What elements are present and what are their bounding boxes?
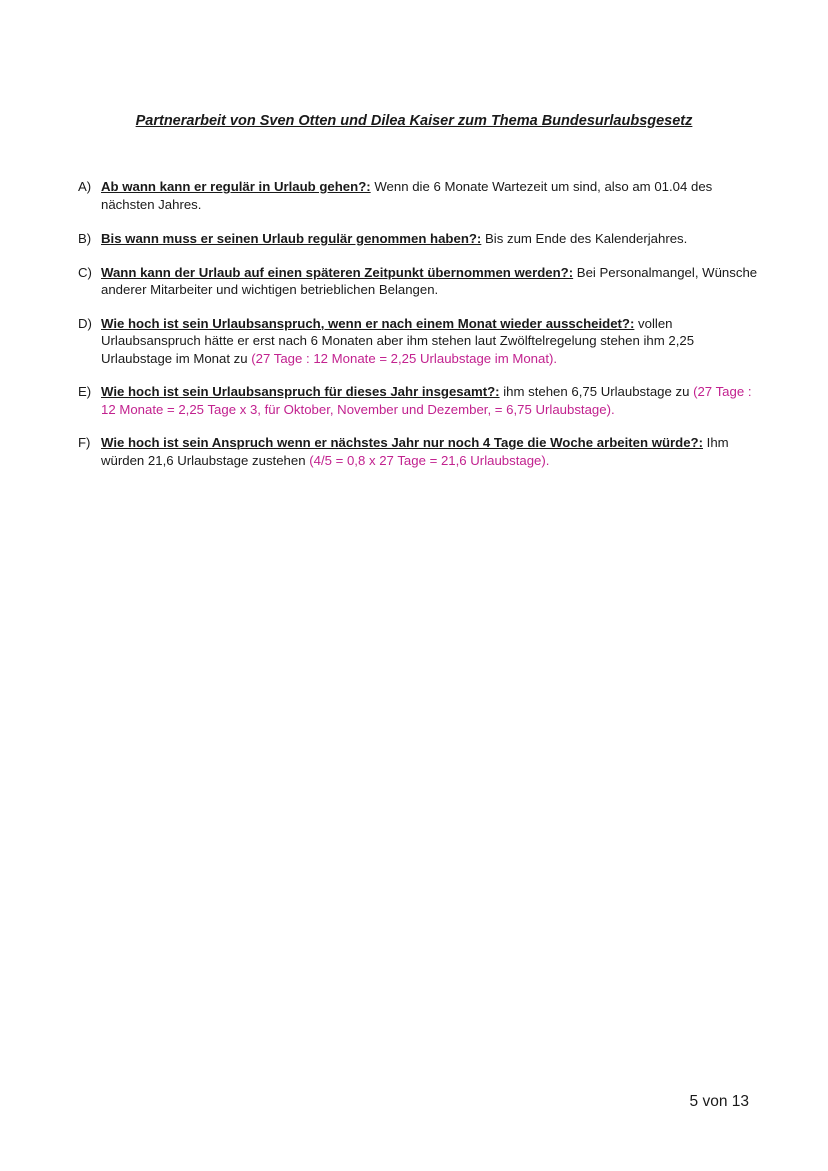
item-letter: E) bbox=[78, 384, 92, 399]
answer-text: vollen Urlaubsanspruch hätte er erst nach 6 Monaten aber ihm stehen laut Zwölftelregelung stehen ihm 2,25 Urlaubstage im Monat zu bbox=[101, 315, 695, 366]
list-item bbox=[78, 383, 758, 418]
page-number: 5 von 13 bbox=[689, 1093, 749, 1110]
item-letter: A) bbox=[78, 179, 92, 194]
item-letter: D) bbox=[78, 315, 92, 331]
question-text: Wann kann der Urlaub auf einen späteren Zeitpunkt übernommen werden?: bbox=[101, 264, 574, 280]
list-item bbox=[78, 315, 758, 368]
calculation-text: (27 Tage : 12 Monate = 2,25 Urlaubstage im Monat). bbox=[251, 350, 558, 366]
list-item bbox=[78, 434, 758, 469]
question-list bbox=[78, 178, 758, 485]
item-letter: B) bbox=[78, 231, 92, 246]
list-item bbox=[78, 264, 758, 299]
item-letter: C) bbox=[78, 264, 92, 280]
answer-text: Ihm würden 21,6 Urlaubstage zustehen bbox=[101, 435, 729, 468]
list-item bbox=[78, 230, 758, 248]
answer-text: Bis zum Ende des Kalenderjahres. bbox=[481, 231, 688, 246]
question-text: Ab wann kann er regulär in Urlaub gehen?: bbox=[101, 179, 371, 194]
question-text: Wie hoch ist sein Urlaubsanspruch für dieses Jahr insgesamt?: bbox=[101, 384, 500, 399]
calculation-text: (4/5 = 0,8 x 27 Tage = 21,6 Urlaubstage). bbox=[309, 452, 550, 468]
document-title: Partnerarbeit von Sven Otten und Dilea Kaiser zum Thema Bundesurlaubsgesetz bbox=[135, 113, 693, 129]
question-text: Bis wann muss er seinen Urlaub regulär genommen haben?: bbox=[101, 231, 482, 246]
calculation-text: (27 Tage : 12 Monate = 2,25 Tage x 3, für Oktober, November und Dezember, = 6,75 Urlaubstage). bbox=[101, 384, 752, 417]
answer-text: ihm stehen 6,75 Urlaubstage zu bbox=[499, 384, 694, 399]
question-text: Wie hoch ist sein Urlaubsanspruch, wenn er nach einem Monat wieder ausscheidet?: bbox=[101, 315, 635, 331]
answer-text: Bei Personalmangel, Wünsche anderer Mitarbeiter und wichtigen betrieblichen Belangen. bbox=[101, 264, 758, 297]
answer-text: Wenn die 6 Monate Wartezeit um sind, also am 01.04 des nächsten Jahres. bbox=[101, 179, 713, 212]
item-letter: F) bbox=[78, 435, 91, 450]
list-item bbox=[78, 178, 758, 213]
question-text: Wie hoch ist sein Anspruch wenn er nächstes Jahr nur noch 4 Tage die Woche arbeiten würde?: bbox=[101, 435, 703, 450]
